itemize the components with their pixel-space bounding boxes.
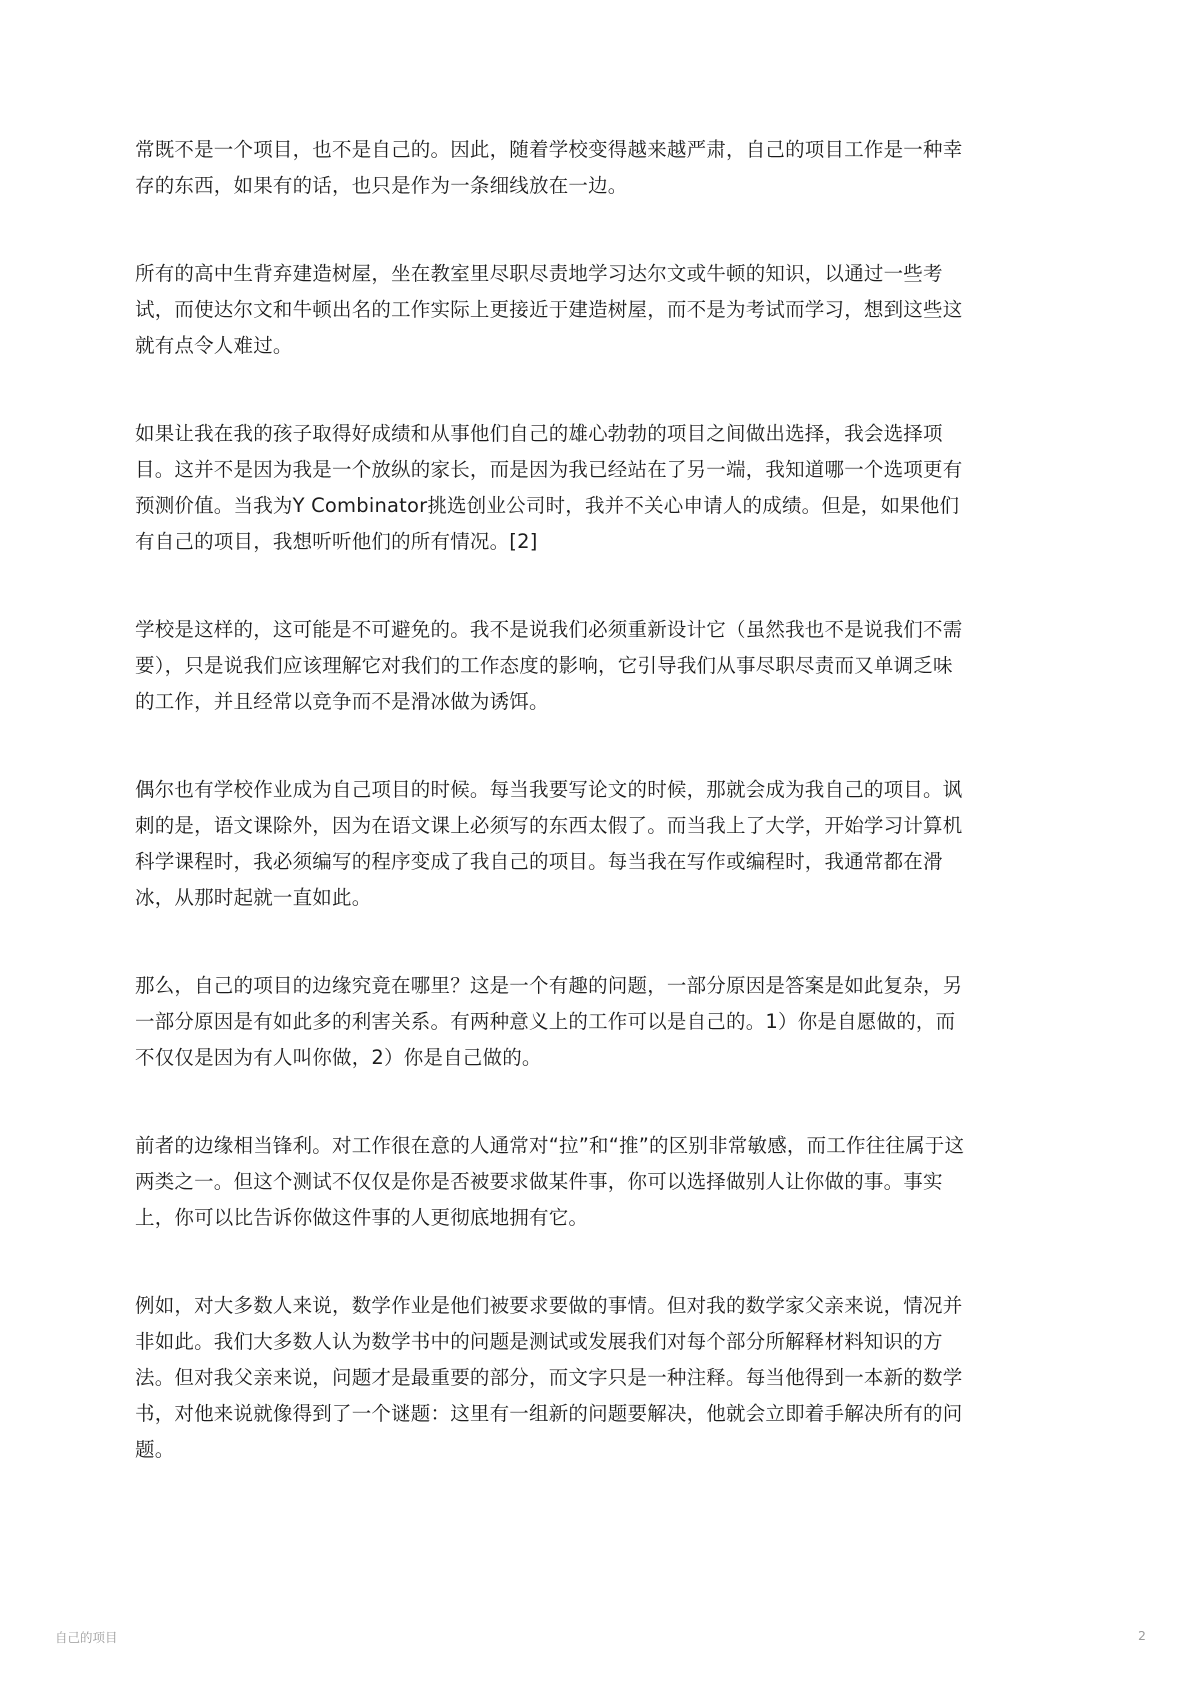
paragraph: 偶尔也有学校作业成为自己项目的时候。每当我要写论文的时候，那就会成为我自己的项目。讽刺的是，语文课除外，因为在语文课上必须写的东西太假了。而当我上了大学，开始学习计算机科学课程时，我必须编写的程序变成了我自己的项目。每当我在写作或编程时，我通常都在滑冰，从那时起就一直如此。 xyxy=(135,778,963,909)
paragraph: 所有的高中生背弃建造树屋，坐在教室里尽职尽责地学习达尔文或牛顿的知识，以通过一些考试，而使达尔文和牛顿出名的工作实际上更接近于建造树屋，而不是为考试而学习，想到这些这就有点令人难过。 xyxy=(135,262,963,357)
footer-page-number: 2 xyxy=(1138,1628,1146,1643)
paragraph: 如果让我在我的孩子取得好成绩和从事他们自己的雄心勃勃的项目之间做出选择，我会选择项目。这并不是因为我是一个放纵的家长，而是因为我已经站在了另一端，我知道哪一个选项更有预测价值。当我为Y Combinator挑选创业公司时，我并不关心申请人的成绩。但是，如果他们有自己的项目，我想听听他们的所有情况。[2] xyxy=(135,422,963,553)
paragraph: 常既不是一个项目，也不是自己的。因此，随着学校变得越来越严肃，自己的项目工作是一种幸存的东西，如果有的话，也只是作为一条细线放在一边。 xyxy=(135,138,963,197)
paragraph: 学校是这样的，这可能是不可避免的。我不是说我们必须重新设计它（虽然我也不是说我们不需要），只是说我们应该理解它对我们的工作态度的影响，它引导我们从事尽职尽责而又单调乏味的工作，并且经常以竞争而不是滑冰做为诱饵。 xyxy=(135,618,963,713)
paragraph: 例如，对大多数人来说，数学作业是他们被要求要做的事情。但对我的数学家父亲来说，情况并非如此。我们大多数人认为数学书中的问题是测试或发展我们对每个部分所解释材料知识的方法。但对我父亲来说，问题才是最重要的部分，而文字只是一种注释。每当他得到一本新的数学书，对他来说就像得到了一个谜题：这里有一组新的问题要解决，他就会立即着手解决所有的问题。 xyxy=(135,1294,963,1461)
document-body xyxy=(135,132,967,1520)
paragraph: 前者的边缘相当锋利。对工作很在意的人通常对“拉”和“推”的区别非常敏感，而工作往往属于这两类之一。但这个测试不仅仅是你是否被要求做某件事，你可以选择做别人让你做的事。事实上，你可以比告诉你做这件事的人更彻底地拥有它。 xyxy=(135,1134,965,1229)
footer-document-title: 自己的项目 xyxy=(55,1630,118,1645)
paragraph: 那么，自己的项目的边缘究竟在哪里？这是一个有趣的问题，一部分原因是答案是如此复杂，另一部分原因是有如此多的利害关系。有两种意义上的工作可以是自己的。1）你是自愿做的，而不仅仅是因为有人叫你做，2）你是自己做的。 xyxy=(135,974,963,1069)
